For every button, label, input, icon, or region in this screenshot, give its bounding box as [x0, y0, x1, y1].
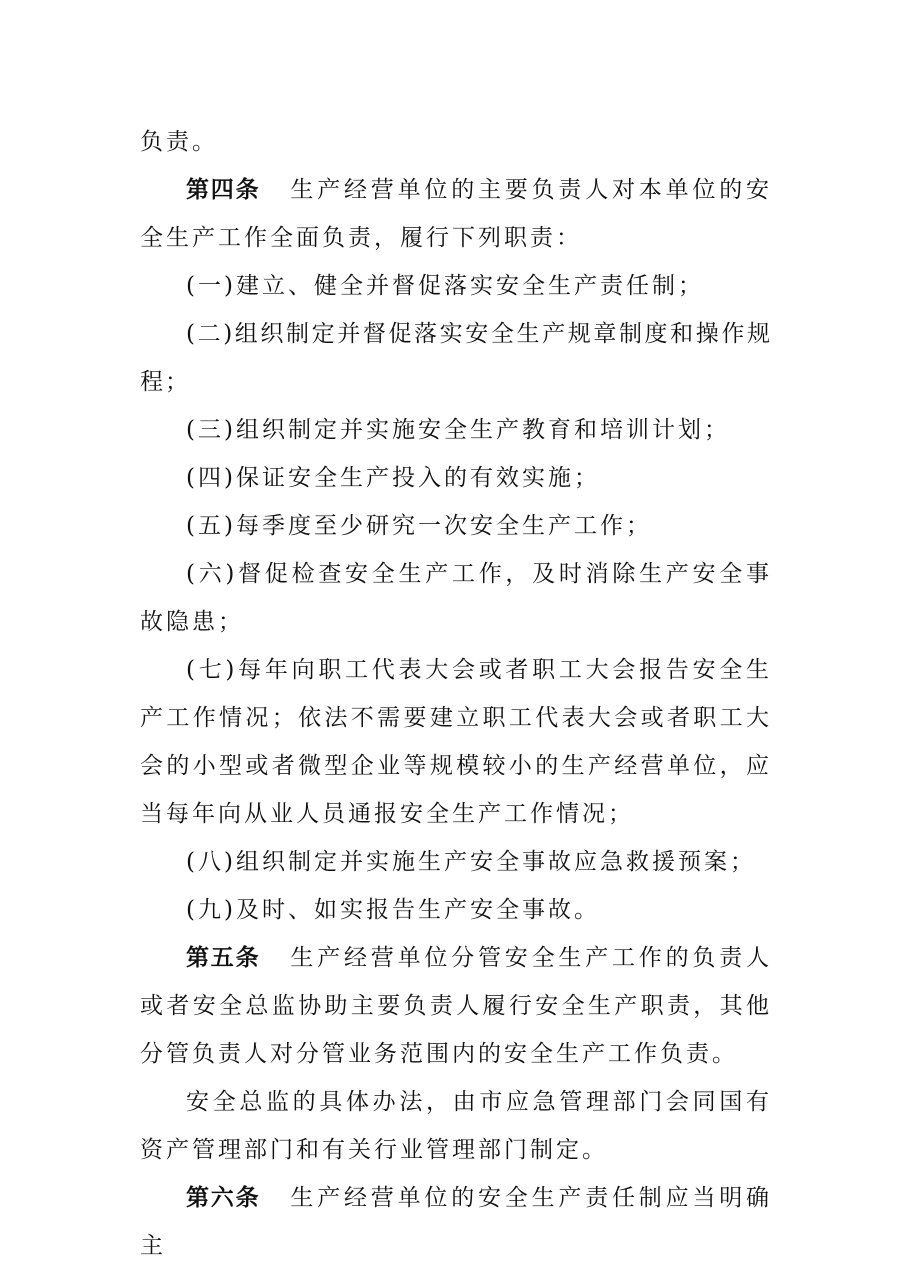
document-page	[140, 118, 772, 1270]
duty-item-6: (六)督促检查安全生产工作，及时消除生产安全事故隐患；	[140, 561, 772, 635]
article-heading: 第五条	[186, 945, 261, 971]
duty-item-2: (二)组织制定并督促落实安全生产规章制度和操作规程；	[140, 321, 772, 395]
article-5	[140, 934, 772, 1078]
duty-item-5: (五)每季度至少研究一次安全生产工作；	[186, 513, 652, 539]
paragraph-safety-director: 安全总监的具体办法，由市应急管理部门会同国有资产管理部门和有关行业管理部门制定。	[140, 1089, 772, 1163]
article-text: 生产经营单位的安全生产责任制应当明确主	[140, 1185, 773, 1259]
duty-item-4: (四)保证安全生产投入的有效实施；	[186, 465, 600, 491]
article-text: 生产经营单位分管安全生产工作的负责人或者安全总监协助主要负责人履行安全生产职责，其他分管负责人对分管业务范围内的安全生产工作负责。	[140, 945, 773, 1067]
duty-item-9: (九)及时、如实报告生产安全事故。	[186, 897, 600, 923]
article-heading: 第六条	[186, 1185, 261, 1211]
duty-item-8: (八)组织制定并实施生产安全事故应急救援预案；	[186, 849, 756, 875]
article-4	[140, 166, 772, 262]
duty-item-7: (七)每年向职工代表大会或者职工大会报告安全生产工作情况；依法不需要建立职工代表大会或者职工大会的小型或者微型企业等规模较小的生产经营单位，应当每年向从业人员通报安全生产工作情况；	[140, 657, 772, 827]
duty-item-1: (一)建立、健全并督促落实安全生产责任制；	[186, 273, 704, 299]
duty-item-3: (三)组织制定并实施安全生产教育和培训计划；	[186, 417, 730, 443]
article-6	[140, 1174, 772, 1270]
article-text: 生产经营单位的主要负责人对本单位的安全生产工作全面负责，履行下列职责：	[140, 177, 773, 251]
paragraph-continuation: 负责。	[140, 129, 218, 155]
article-heading: 第四条	[186, 177, 261, 203]
